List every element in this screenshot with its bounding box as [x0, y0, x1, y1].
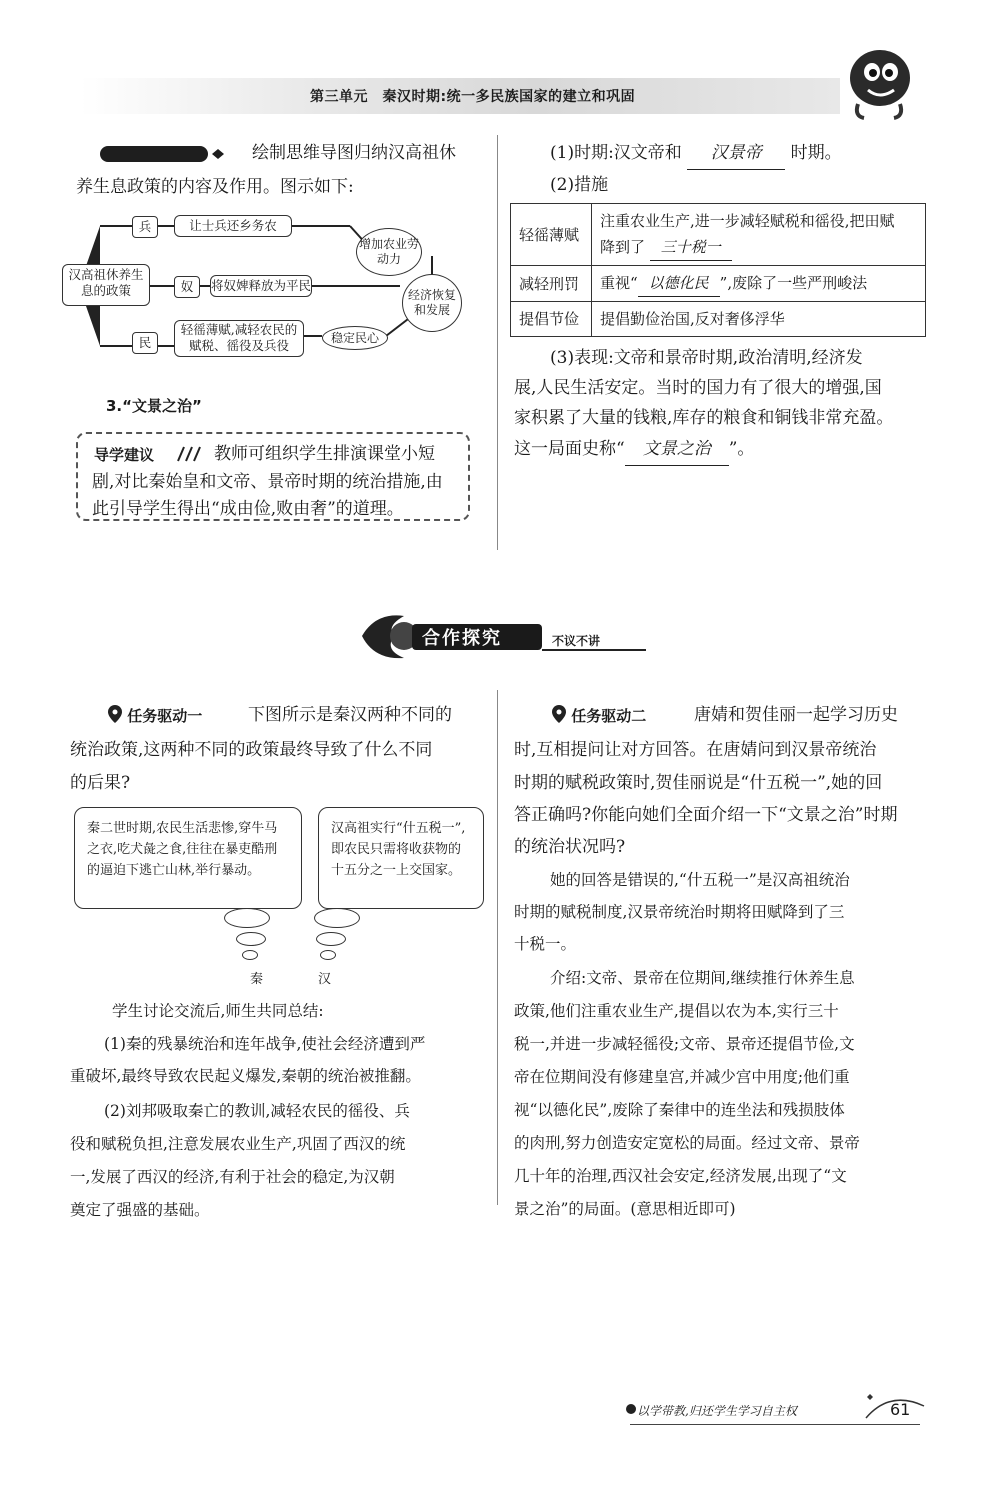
unit-title: 第三单元 秦汉时期:统一多民族国家的建立和巩固 [310, 89, 636, 105]
thought-cloud [236, 932, 266, 946]
table-text-line2 [600, 234, 917, 261]
tip-line2: 剧,对比秦始皇和文帝、景帝时期的统治措施,由 [92, 472, 443, 492]
task1-answer-intro: 学生讨论交流后,师生共同总结: [112, 1002, 324, 1020]
task2-line1: 唐婧和贺佳丽一起学习历史 [694, 705, 898, 725]
task1-a2-l2: 役和赋税负担,注意发展农业生产,巩固了西汉的统 [70, 1135, 406, 1153]
bubble-han: 汉高祖实行“什五税一”,即农民只需将收获物的十五分之一上交国家。 [318, 807, 484, 909]
task1-a2-l4: 奠定了强盛的基础。 [70, 1201, 210, 1219]
q1-prefix: (1)时期:汉文帝和 [550, 143, 682, 163]
mindmap-effect-labor: 增加农业劳动力 [356, 228, 422, 276]
p3-suffix: ”。 [728, 439, 755, 459]
task2-ans-l3: 十税一。 [514, 935, 577, 953]
q1-line [550, 138, 842, 170]
banner-title: 合作探究 [422, 628, 502, 649]
task1-a2-l1: (2)刘邦吸取秦亡的教训,减轻农民的徭役、兵 [104, 1102, 410, 1120]
task1-line1: 下图所示是秦汉两种不同的 [248, 705, 452, 725]
task2-line2: 时,互相提问让对方回答。在唐婧问到汉景帝统治 [514, 740, 877, 760]
thought-cloud [224, 908, 270, 928]
table-cell: 提倡勤俭治国,反对奢侈浮华 [592, 302, 926, 337]
mindmap-tag-slave: 奴 [174, 276, 200, 298]
table-text: 注重农业生产,进一步减轻赋税和徭役,把田赋 [600, 212, 895, 230]
p3-line2: 展,人民生活安定。当时的国力有了很大的增强,国 [514, 378, 882, 398]
table-label: 提倡节俭 [511, 302, 592, 337]
table-blank: 以德化民 [638, 270, 720, 297]
location-pin-icon [108, 705, 122, 723]
task1-a1-l2: 重破坏,最终导致农民起义爆发,秦朝的统治被推翻。 [70, 1067, 421, 1085]
p3-prefix: 这一局面史称“ [514, 439, 625, 459]
q2-label: (2)措施 [550, 175, 609, 195]
mindmap-result: 经济恢复和发展 [402, 274, 462, 332]
q1-blank: 汉景帝 [687, 138, 785, 170]
task2-intro-l4: 帝在位期间没有修建皇宫,并减少宫中用度;他们重 [514, 1068, 850, 1086]
table-text: 降到了 [600, 238, 646, 256]
mindmap-intro-line1: 绘制思维导图归纳汉高祖休 [252, 143, 456, 163]
table-text: ”,废除了一些严刑峻法 [719, 274, 868, 292]
footer-rule [630, 1424, 920, 1425]
caption-han: 汉 [318, 972, 332, 987]
table-label: 减轻刑罚 [511, 266, 592, 302]
table-text: 重视“ [600, 274, 638, 292]
p3-line1: (3)表现:文帝和景帝时期,政治清明,经济发 [550, 348, 863, 368]
task1-label-row [108, 700, 202, 732]
mindmap-intro-line2: 养生息政策的内容及作用。图示如下: [76, 177, 354, 197]
task1-label: 任务驱动一 [127, 707, 203, 725]
thought-cloud [316, 932, 346, 946]
banner-subtitle: 不议不讲 [552, 634, 601, 648]
thought-cloud [242, 950, 258, 960]
mindmap-center: 汉高祖休养生息的政策 [62, 264, 150, 306]
measures-table [510, 203, 926, 337]
footer-bullet-icon [626, 1404, 636, 1414]
section-banner [356, 606, 646, 666]
task2-label: 任务驱动二 [571, 707, 647, 725]
p3-line4 [514, 434, 754, 466]
p3-line3: 家积累了大量的钱粮,库存的粮食和铜钱非常充盈。 [514, 408, 894, 428]
task2-line4: 答正确吗?你能向她们全面介绍一下“文景之治”时期 [514, 805, 898, 825]
mindmap-branch-people: 轻徭薄赋,减轻农民的赋税、徭役及兵役 [174, 320, 304, 357]
caption-qin: 秦 [250, 972, 264, 987]
mindmap-tag-soldier: 兵 [132, 216, 158, 238]
task1-line2: 统治政策,这两种不同的政策最终导致了什么不同 [70, 740, 433, 760]
bubble-qin: 秦二世时期,农民生活悲惨,穿牛马之衣,吃犬彘之食,往往在暴吏酷刑的逼迫下逃亡山林,举行暴动。 [74, 807, 302, 909]
mindmap-tag-people: 民 [132, 332, 158, 354]
task2-label-row [552, 700, 646, 732]
column-divider-top [497, 135, 498, 550]
table-cell [592, 204, 926, 266]
task2-intro-l8: 景之治”的局面。(意思相近即可) [514, 1200, 736, 1218]
task2-line5: 的统治状况吗? [514, 837, 626, 857]
mascot-icon [838, 42, 918, 122]
mindmap-effect-stability: 稳定民心 [322, 326, 388, 350]
task1-a1-l1: (1)秦的残暴统治和连年战争,使社会经济遭到严 [104, 1035, 426, 1053]
table-row [511, 266, 926, 302]
column-divider-bottom [497, 690, 498, 1205]
table-blank: 三十税一 [650, 234, 732, 261]
tip-label: 导学建议 [94, 446, 155, 464]
thought-cloud [320, 950, 336, 960]
task2-intro-l5: 视“以德化民”,废除了秦律中的连坐法和残损肢体 [514, 1101, 845, 1119]
task1-line3: 的后果? [70, 773, 131, 793]
task2-intro-l3: 税一,并进一步减轻徭役;文帝、景帝还提倡节俭,文 [514, 1035, 855, 1053]
table-row [511, 302, 926, 337]
q1-suffix: 时期。 [790, 143, 842, 163]
thought-cloud [314, 908, 360, 928]
p3-blank: 文景之治 [625, 434, 729, 466]
tip-line1: 教师可组织学生排演课堂小短 [214, 444, 435, 464]
task2-intro-l1: 介绍:文帝、景帝在位期间,继续推行休养生息 [550, 969, 855, 987]
footer-slogan: 以学带教,归还学生学习自主权 [637, 1404, 797, 1418]
heading-wenjing: 3.“文景之治” [106, 397, 202, 415]
mind-map [60, 206, 490, 376]
table-cell [592, 266, 926, 302]
mindmap-branch-soldier: 让士兵还乡务农 [174, 215, 292, 237]
slash-icon [174, 446, 202, 462]
location-pin-icon [552, 705, 566, 723]
section-label-icon [100, 142, 228, 166]
task2-line3: 时期的赋税政策时,贺佳丽说是“什五税一”,她的回 [514, 773, 883, 793]
task2-intro-l7: 几十年的治理,西汉社会安定,经济发展,出现了“文 [514, 1167, 847, 1185]
table-label: 轻徭薄赋 [511, 204, 592, 266]
tip-line3: 此引导学生得出“成由俭,败由奢”的道理。 [92, 499, 404, 519]
task2-intro-l2: 政策,他们注重农业生产,提倡以农为本,实行三十 [514, 1002, 839, 1020]
task2-intro-l6: 的肉刑,努力创造安定宽松的局面。经过文帝、景帝 [514, 1134, 860, 1152]
task2-ans-l2: 时期的赋税制度,汉景帝统治时期将田赋降到了三 [514, 903, 845, 921]
task1-a2-l3: 一,发展了西汉的经济,有利于社会的稳定,为汉朝 [70, 1168, 395, 1186]
task2-ans-l1: 她的回答是错误的,“什五税一”是汉高祖统治 [550, 871, 850, 889]
table-row [511, 204, 926, 266]
mindmap-branch-slave: 将奴婢释放为平民 [210, 275, 312, 297]
page-number: 61 [890, 1400, 911, 1419]
